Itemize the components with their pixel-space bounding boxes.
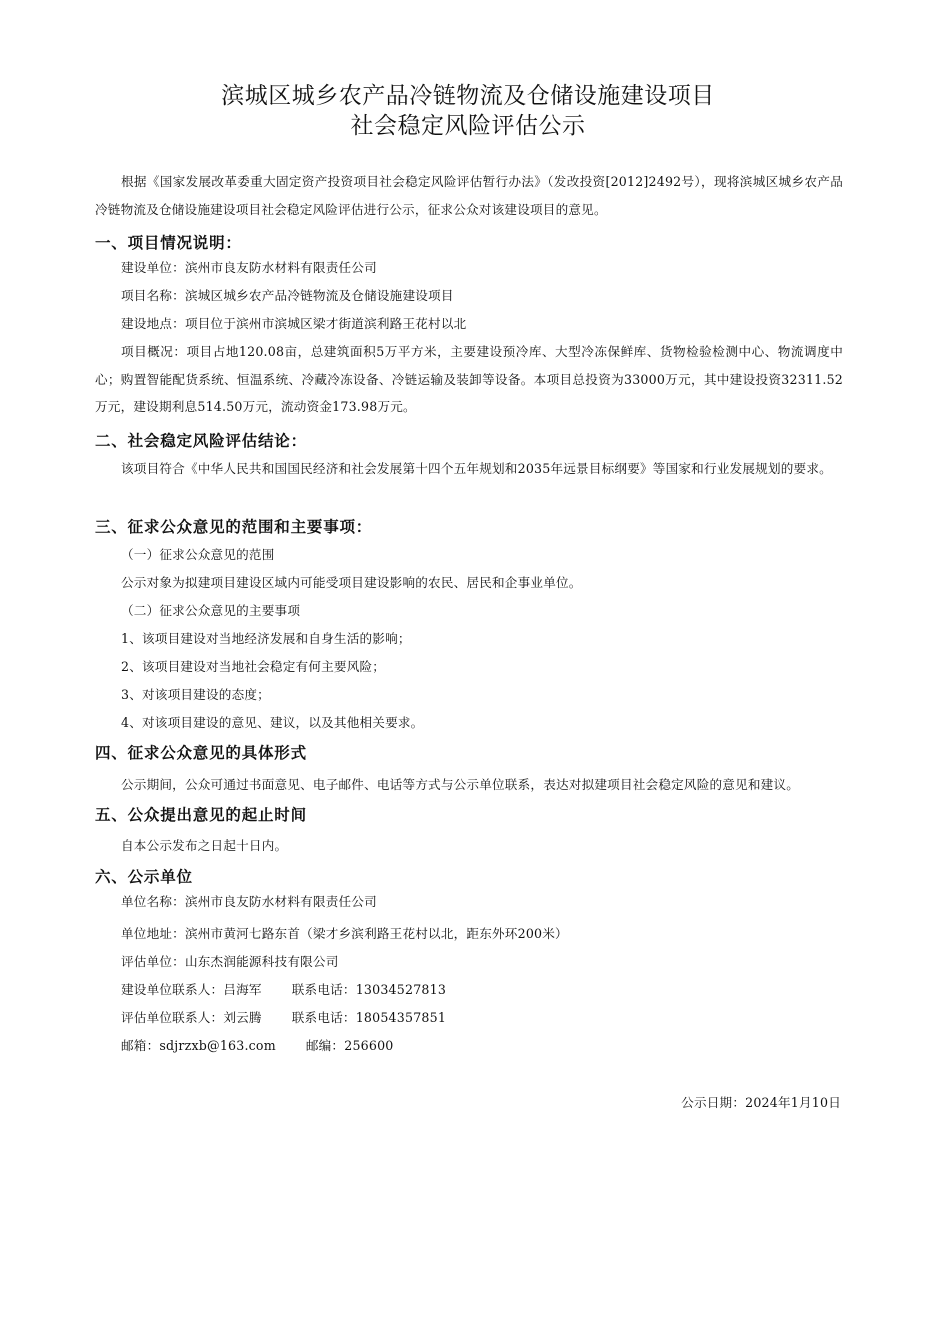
builder-contact-line: [121, 980, 446, 1000]
document-title-line1: 滨城区城乡农产品冷链物流及仓储设施建设项目: [221, 83, 715, 109]
scope-subheading: （一）征求公众意见的范围: [121, 547, 275, 562]
list-item: 2、该项目建设对当地社会稳定有何主要风险；: [121, 659, 386, 674]
builder-contact: 建设单位联系人：吕海军: [121, 982, 262, 997]
project-name-line: 项目名称：滨城区城乡农产品冷链物流及仓储设施建设项目: [121, 288, 454, 303]
email-postcode-line: [121, 1036, 394, 1056]
list-item: 3、对该项目建设的态度；: [121, 687, 270, 702]
conclusion-paragraph: 该项目符合《中华人民共和国国民经济和社会发展第十四个五年规划和2035年远景目标纲要》等国家和行业发展规划的要求。: [121, 461, 832, 476]
publish-date: 公示日期：2024年1月10日: [681, 1095, 841, 1110]
section6-heading: 六、公示单位: [95, 868, 193, 886]
evaluator-line: 评估单位：山东杰润能源科技有限公司: [121, 954, 339, 969]
intro-paragraph: 根据《国家发展改革委重大固定资产投资项目社会稳定风险评估暂行办法》（发改投资[2012]2492号），现将滨城区城乡农产品冷链物流及仓储设施建设项目社会稳定风险评估进行公示，征求公众对该建设项目的意见。: [95, 174, 843, 217]
unit-name-line: 单位名称：滨州市良友防水材料有限责任公司: [121, 894, 377, 909]
section5-heading: 五、公众提出意见的起止时间: [95, 806, 307, 824]
evaluator-contact-line: [121, 1008, 446, 1028]
scope-text: 公示对象为拟建项目建设区域内可能受项目建设影响的农民、居民和企事业单位。: [121, 575, 582, 590]
document-title-line2: 社会稳定风险评估公示: [350, 113, 586, 139]
section2-heading: 二、社会稳定风险评估结论：: [95, 432, 307, 450]
matters-subheading: （二）征求公众意见的主要事项: [121, 603, 301, 618]
evaluator-phone: 联系电话：18054357851: [291, 1010, 447, 1025]
list-item: 1、该项目建设对当地经济发展和自身生活的影响；: [121, 631, 411, 646]
builder-phone: 联系电话：13034527813: [291, 982, 447, 997]
section1-heading: 一、项目情况说明：: [95, 234, 242, 252]
builder-line: 建设单位：滨州市良友防水材料有限责任公司: [121, 260, 377, 275]
section4-heading: 四、征求公众意见的具体形式: [95, 744, 307, 762]
form-text: 公示期间，公众可通过书面意见、电子邮件、电话等方式与公示单位联系，表达对拟建项目社会稳定风险的意见和建议。: [121, 777, 800, 792]
period-text: 自本公示发布之日起十日内。: [121, 838, 288, 853]
list-item: 4、对该项目建设的意见、建议，以及其他相关要求。: [121, 715, 424, 730]
email: 邮箱：sdjrzxb@163.com: [121, 1038, 276, 1053]
evaluator-contact: 评估单位联系人：刘云腾: [121, 1010, 262, 1025]
unit-address-line: 单位地址：滨州市黄河七路东首（梁才乡滨利路王花村以北，距东外环200米）: [121, 926, 568, 941]
section3-heading: 三、征求公众意见的范围和主要事项：: [95, 518, 373, 536]
overview-paragraph: 项目概况：项目占地120.08亩，总建筑面积5万平方米，主要建设预冷库、大型冷冻保鲜库、货物检验检测中心、物流调度中心；购置智能配货系统、恒温系统、冷藏冷冻设备、冷链运输及装卸等设备。本项目总投资为33000万元，其中建设投资32311.52万元，建设期利息514.50万元，流动资金173.98万元。: [95, 344, 843, 414]
location-line: 建设地点：项目位于滨州市滨城区梁才街道滨利路王花村以北: [121, 316, 467, 331]
postcode: 邮编：256600: [305, 1038, 394, 1053]
